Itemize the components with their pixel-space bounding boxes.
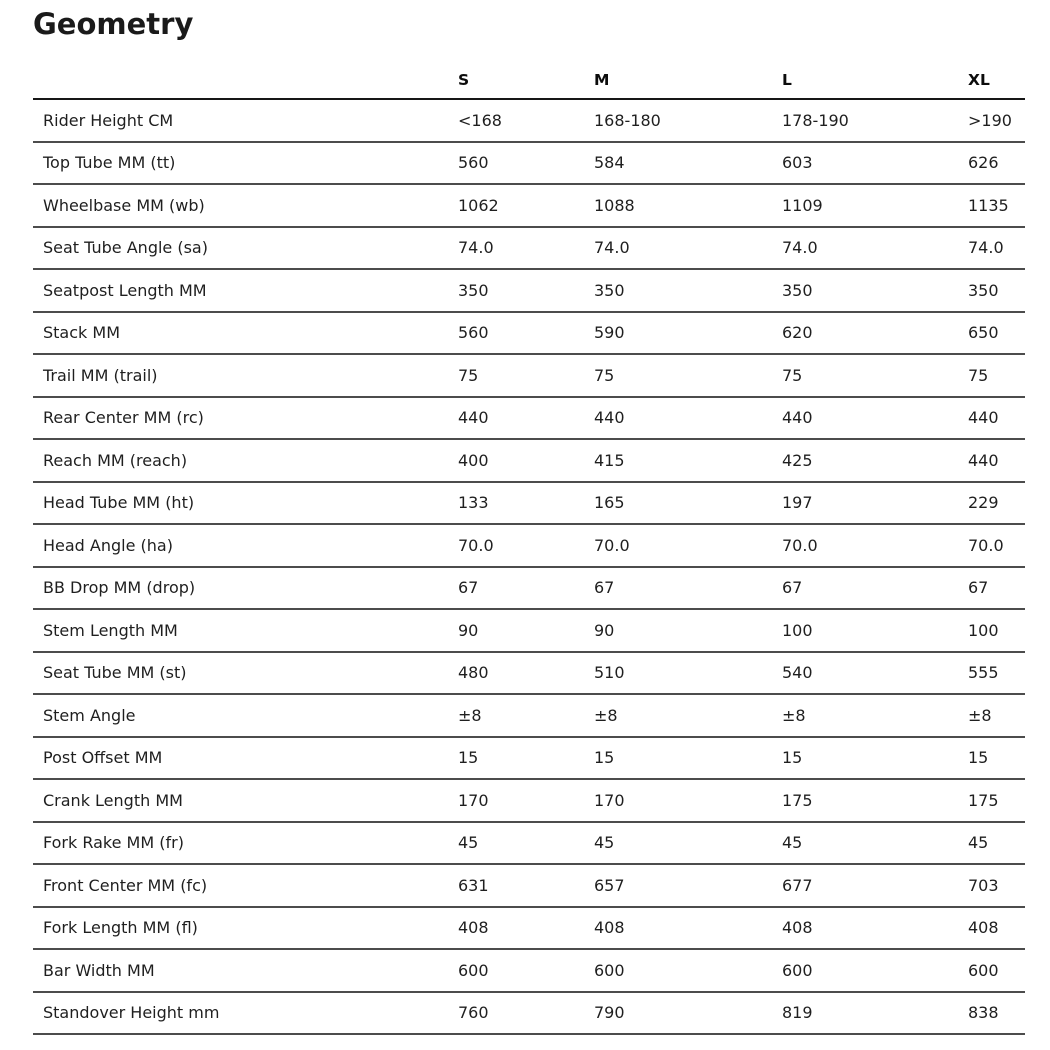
row-label: Trail MM (trail) (33, 354, 458, 397)
cell-value: <168 (458, 99, 594, 142)
row-label: Stem Length MM (33, 609, 458, 652)
column-header-xl: XL (968, 59, 1025, 99)
cell-value: 631 (458, 864, 594, 907)
cell-value: ±8 (968, 694, 1025, 737)
row-label: Seatpost Length MM (33, 269, 458, 312)
row-label: Fork Rake MM (fr) (33, 822, 458, 865)
row-label: Wheelbase MM (wb) (33, 184, 458, 227)
cell-value: 760 (458, 992, 594, 1035)
cell-value: 67 (782, 567, 968, 610)
cell-value: 175 (782, 779, 968, 822)
header-row (33, 59, 1025, 99)
cell-value: 425 (782, 439, 968, 482)
table-row (33, 184, 1025, 227)
cell-value: 70.0 (594, 524, 782, 567)
cell-value: 1088 (594, 184, 782, 227)
cell-value: 197 (782, 482, 968, 525)
cell-value: 480 (458, 652, 594, 695)
table-row (33, 694, 1025, 737)
cell-value: 74.0 (594, 227, 782, 270)
cell-value: 677 (782, 864, 968, 907)
cell-value: 90 (594, 609, 782, 652)
cell-value: 408 (458, 907, 594, 950)
cell-value: 15 (594, 737, 782, 780)
cell-value: 408 (968, 907, 1025, 950)
cell-value: 620 (782, 312, 968, 355)
cell-value: >190 (968, 99, 1025, 142)
column-header-spec (33, 59, 458, 99)
cell-value: 70.0 (782, 524, 968, 567)
row-label: Head Tube MM (ht) (33, 482, 458, 525)
cell-value: 75 (458, 354, 594, 397)
cell-value: 819 (782, 992, 968, 1035)
cell-value: 440 (458, 397, 594, 440)
cell-value: 657 (594, 864, 782, 907)
column-header-l: L (782, 59, 968, 99)
table-row (33, 609, 1025, 652)
cell-value: ±8 (458, 694, 594, 737)
column-header-s: S (458, 59, 594, 99)
table-row (33, 907, 1025, 950)
table-row (33, 142, 1025, 185)
row-label: Head Angle (ha) (33, 524, 458, 567)
table-row (33, 949, 1025, 992)
cell-value: 168-180 (594, 99, 782, 142)
cell-value: 15 (782, 737, 968, 780)
cell-value: 350 (458, 269, 594, 312)
cell-value: 67 (458, 567, 594, 610)
table-row (33, 99, 1025, 142)
cell-value: 45 (968, 822, 1025, 865)
column-header-m: M (594, 59, 782, 99)
cell-value: 75 (968, 354, 1025, 397)
table-row (33, 227, 1025, 270)
row-label: Crank Length MM (33, 779, 458, 822)
cell-value: 703 (968, 864, 1025, 907)
cell-value: 45 (458, 822, 594, 865)
cell-value: 74.0 (458, 227, 594, 270)
cell-value: 75 (782, 354, 968, 397)
cell-value: 350 (594, 269, 782, 312)
cell-value: 170 (594, 779, 782, 822)
cell-value: 650 (968, 312, 1025, 355)
cell-value: 838 (968, 992, 1025, 1035)
cell-value: 600 (594, 949, 782, 992)
row-label: Stack MM (33, 312, 458, 355)
cell-value: 540 (782, 652, 968, 695)
cell-value: 440 (968, 439, 1025, 482)
cell-value: 133 (458, 482, 594, 525)
cell-value: 15 (968, 737, 1025, 780)
row-label: Standover Height mm (33, 992, 458, 1035)
cell-value: 584 (594, 142, 782, 185)
table-row (33, 737, 1025, 780)
cell-value: 229 (968, 482, 1025, 525)
cell-value: 626 (968, 142, 1025, 185)
cell-value: 67 (594, 567, 782, 610)
table-row (33, 524, 1025, 567)
table-row (33, 652, 1025, 695)
cell-value: 70.0 (968, 524, 1025, 567)
cell-value: 70.0 (458, 524, 594, 567)
row-label: Fork Length MM (fl) (33, 907, 458, 950)
cell-value: 74.0 (782, 227, 968, 270)
cell-value: 560 (458, 142, 594, 185)
cell-value: 408 (782, 907, 968, 950)
table-row (33, 397, 1025, 440)
cell-value: 603 (782, 142, 968, 185)
table-row (33, 439, 1025, 482)
cell-value: 100 (782, 609, 968, 652)
cell-value: 440 (968, 397, 1025, 440)
cell-value: 1062 (458, 184, 594, 227)
row-label: Post Offset MM (33, 737, 458, 780)
cell-value: 560 (458, 312, 594, 355)
cell-value: 74.0 (968, 227, 1025, 270)
cell-value: 600 (782, 949, 968, 992)
cell-value: 600 (458, 949, 594, 992)
cell-value: 178-190 (782, 99, 968, 142)
row-label: Front Center MM (fc) (33, 864, 458, 907)
cell-value: 100 (968, 609, 1025, 652)
cell-value: 1109 (782, 184, 968, 227)
row-label: Seat Tube MM (st) (33, 652, 458, 695)
cell-value: 45 (594, 822, 782, 865)
table-row (33, 992, 1025, 1035)
row-label: Reach MM (reach) (33, 439, 458, 482)
cell-value: ±8 (782, 694, 968, 737)
cell-value: 440 (782, 397, 968, 440)
cell-value: 175 (968, 779, 1025, 822)
table-row (33, 354, 1025, 397)
cell-value: 1135 (968, 184, 1025, 227)
cell-value: 415 (594, 439, 782, 482)
table-row (33, 822, 1025, 865)
cell-value: 790 (594, 992, 782, 1035)
row-label: Bar Width MM (33, 949, 458, 992)
cell-value: 400 (458, 439, 594, 482)
row-label: Top Tube MM (tt) (33, 142, 458, 185)
cell-value: ±8 (594, 694, 782, 737)
geometry-table-body (33, 99, 1025, 1034)
table-row (33, 312, 1025, 355)
cell-value: 90 (458, 609, 594, 652)
cell-value: 350 (782, 269, 968, 312)
row-label: Seat Tube Angle (sa) (33, 227, 458, 270)
cell-value: 45 (782, 822, 968, 865)
cell-value: 67 (968, 567, 1025, 610)
table-row (33, 482, 1025, 525)
table-row (33, 269, 1025, 312)
cell-value: 590 (594, 312, 782, 355)
row-label: Stem Angle (33, 694, 458, 737)
cell-value: 75 (594, 354, 782, 397)
row-label: Rear Center MM (rc) (33, 397, 458, 440)
cell-value: 15 (458, 737, 594, 780)
page-title: Geometry (33, 7, 194, 41)
table-row (33, 779, 1025, 822)
cell-value: 510 (594, 652, 782, 695)
cell-value: 555 (968, 652, 1025, 695)
row-label: Rider Height CM (33, 99, 458, 142)
row-label: BB Drop MM (drop) (33, 567, 458, 610)
table-row (33, 567, 1025, 610)
cell-value: 440 (594, 397, 782, 440)
cell-value: 165 (594, 482, 782, 525)
geometry-table (33, 59, 1025, 1035)
cell-value: 170 (458, 779, 594, 822)
table-row (33, 864, 1025, 907)
cell-value: 350 (968, 269, 1025, 312)
cell-value: 600 (968, 949, 1025, 992)
cell-value: 408 (594, 907, 782, 950)
